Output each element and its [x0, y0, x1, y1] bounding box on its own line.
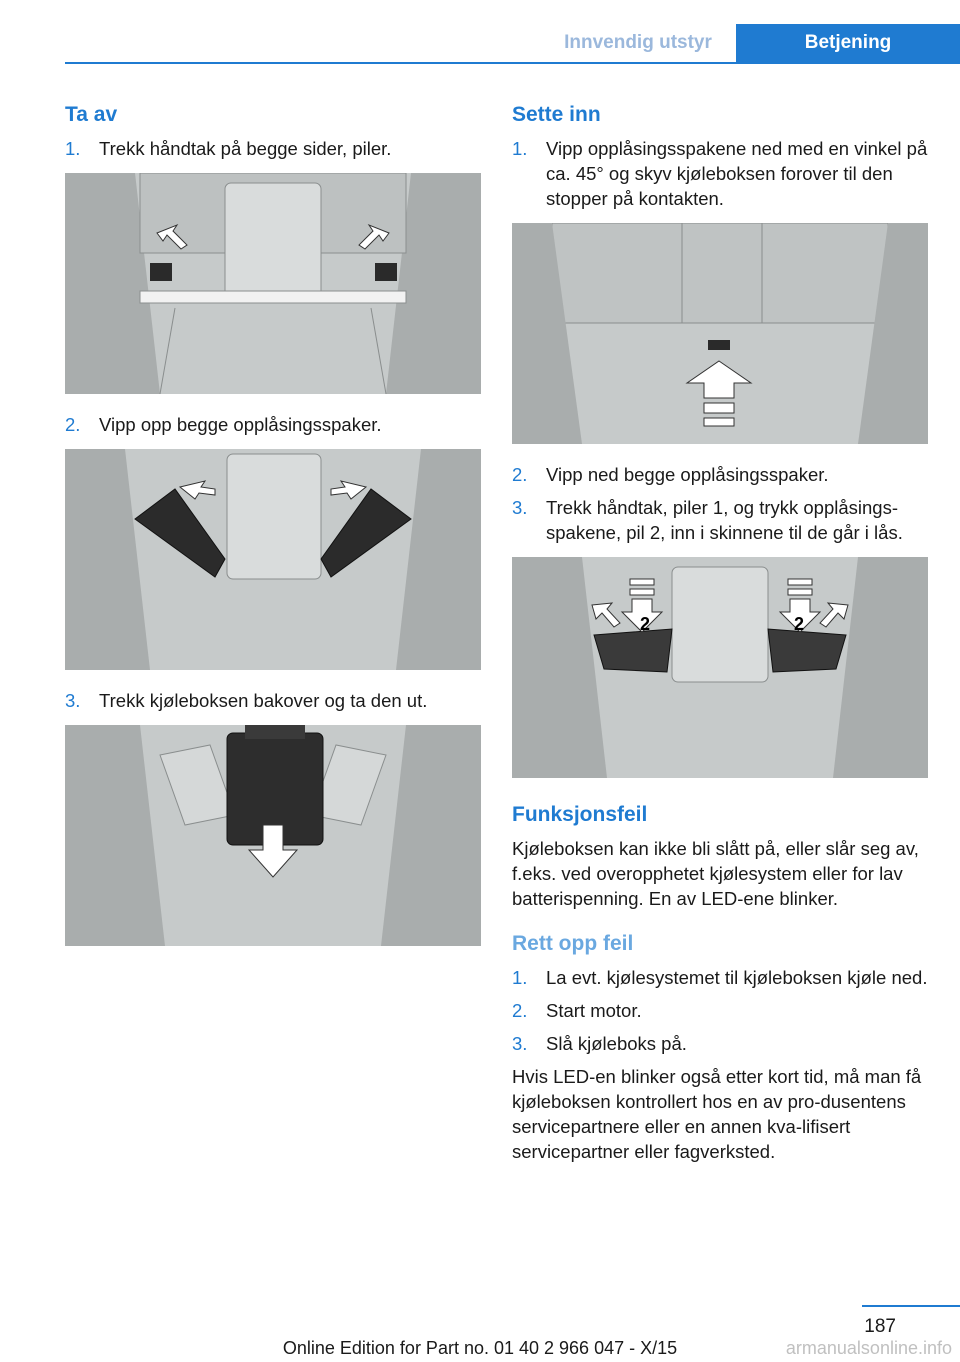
footer-rule: [862, 1305, 960, 1307]
list-item: [512, 998, 928, 1023]
header-tab-interior-equipment[interactable]: Innvendig utstyr: [564, 32, 712, 53]
figure-pull-handles: [65, 173, 481, 394]
step-number: 1.: [512, 138, 528, 159]
step-text: Vipp ned begge opplåsingsspaker.: [546, 464, 829, 485]
figure-tilt-levers-up: [65, 449, 481, 670]
step-text: Trekk håndtak på begge sider, piler.: [99, 138, 392, 159]
fix-followup-text: Hvis LED-en blinker også etter kort tid, må man få kjøleboksen kontrollert hos en av pro‐dusentens servicepartnere eller en annen kva‐lifisert servicepartner eller fagverksted.: [512, 1066, 922, 1162]
step-number: 2.: [512, 1000, 528, 1021]
list-item: [512, 495, 928, 545]
header-tab-operation[interactable]: Betjening: [736, 24, 960, 62]
watermark: armanualsonline.info: [785, 1338, 952, 1358]
figure-press-levers-into-rails: [512, 557, 928, 778]
step-number: 3.: [512, 497, 528, 518]
section-heading-remove: Ta av: [65, 103, 118, 126]
step-text: Trekk kjøleboksen bakover og ta den ut.: [99, 690, 428, 711]
right-column: [512, 100, 928, 1164]
list-item: [512, 462, 928, 487]
section-heading-insert: Sette inn: [512, 103, 601, 126]
figure-callout-2-right: 2: [794, 614, 805, 634]
list-item: [512, 1031, 928, 1056]
step-number: 2.: [512, 464, 528, 485]
step-number: 3.: [512, 1033, 528, 1054]
step-number: 3.: [65, 690, 81, 711]
section-heading-fix: Rett opp feil: [512, 932, 634, 955]
step-number: 2.: [65, 414, 81, 435]
step-text: Start motor.: [546, 1000, 642, 1021]
step-text: La evt. kjølesystemet til kjøleboksen kjøle ned.: [546, 967, 928, 988]
list-item: [512, 136, 928, 211]
malfunction-text: Kjøleboksen kan ikke bli slått på, eller slår seg av, f.eks. ved overopphetet kjølesystem eller for lav batterispenning. En av LED-ene blinker.: [512, 838, 919, 909]
step-text: Trekk håndtak, piler 1, og trykk opplåsings‐spakene, pil 2, inn i skinnene til de går i lås.: [546, 497, 903, 543]
left-column: [65, 100, 481, 964]
section-heading-malfunction: Funksjonsfeil: [512, 803, 648, 826]
step-text: Vipp opplåsingsspakene ned med en vinkel på ca. 45° og skyv kjøleboksen forover til den stopper på kontakten.: [546, 138, 928, 209]
page-number: 187: [864, 1316, 896, 1337]
list-item: [512, 965, 928, 990]
header-rule: [65, 62, 960, 64]
step-number: 1.: [65, 138, 81, 159]
step-text: Vipp opp begge opplåsingsspaker.: [99, 414, 382, 435]
figure-pull-out-coolbox: [65, 725, 481, 946]
list-item: [65, 688, 481, 713]
list-item: [65, 412, 481, 437]
edition-note: Online Edition for Part no. 01 40 2 966 047 - X/15: [282, 1338, 678, 1358]
list-item: [65, 136, 481, 161]
figure-callout-2-left: 2: [640, 614, 651, 634]
step-number: 1.: [512, 967, 528, 988]
step-text: Slå kjøleboks på.: [546, 1033, 687, 1054]
figure-push-forward: [512, 223, 928, 444]
